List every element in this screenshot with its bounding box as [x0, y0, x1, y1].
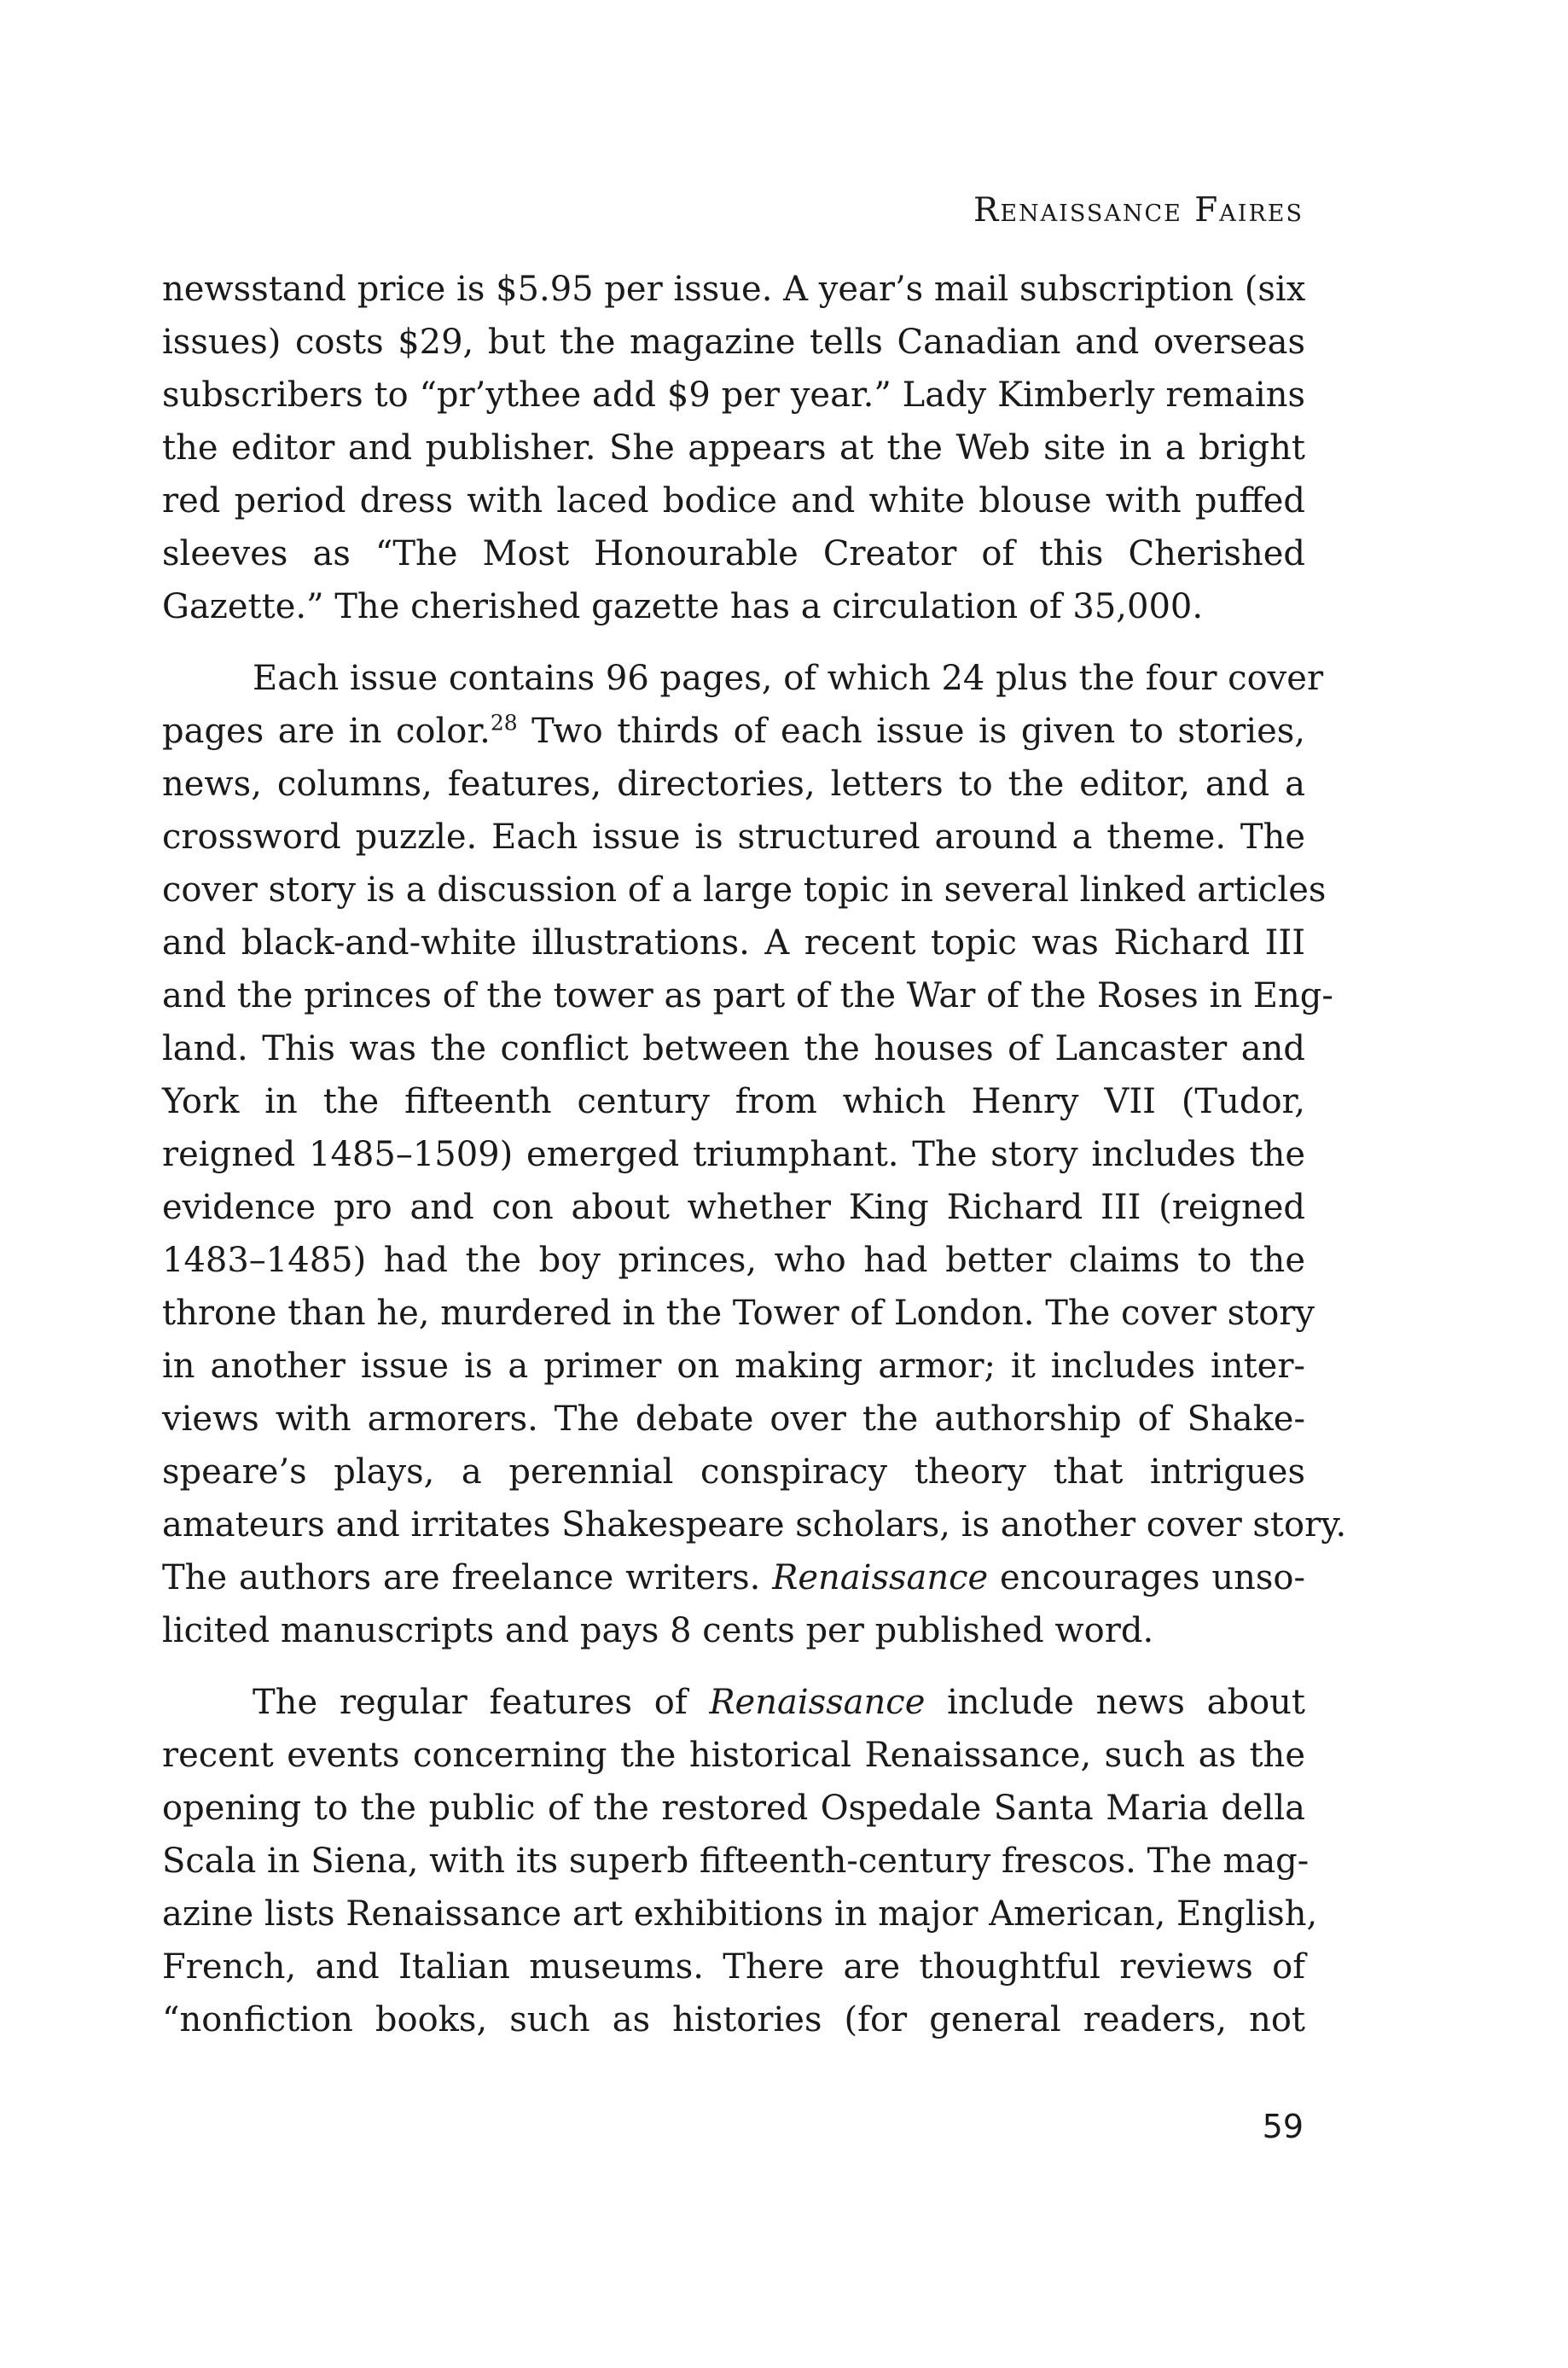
- text-run: The regular features of: [253, 1683, 710, 1722]
- text-run: The authors are freelance writers.: [162, 1558, 773, 1597]
- text-line: land. This was the conflict between the houses of Lancaster and: [162, 1029, 1305, 1068]
- text-line: 1483–1485) had the boy princes, who had better claims to the: [162, 1241, 1305, 1280]
- text-line: views with armorers. The debate over the authorship of Shake-: [162, 1399, 1305, 1439]
- text-line: Scala in Siena, with its superb fifteenth-century frescos. The mag-: [162, 1841, 1310, 1881]
- text-line: the editor and publisher. She appears at the Web site in a bright: [162, 428, 1305, 468]
- magazine-title: Renaissance: [709, 1683, 926, 1722]
- text-line: [162, 1676, 1305, 1729]
- text-line: newsstand price is $5.95 per issue. A year’s mail subscription (six: [162, 270, 1306, 309]
- paragraph-1: [162, 263, 1305, 633]
- text-line: in another issue is a primer on making armor; it includes inter-: [162, 1347, 1305, 1386]
- text-line: throne than he, murdered in the Tower of London. The cover story: [162, 1294, 1315, 1333]
- text-line: azine lists Renaissance art exhibitions in major American, English,: [162, 1894, 1318, 1934]
- text-line: [162, 705, 1305, 758]
- text-line: Each issue contains 96 pages, of which 24 plus the four cover: [253, 659, 1324, 698]
- text-line: amateurs and irritates Shakespeare scholars, is another cover story.: [162, 1505, 1347, 1545]
- text-line: cover story is a discussion of a large topic in several linked articles: [162, 870, 1327, 910]
- text-line: French, and Italian museums. There are thoughtful reviews of: [162, 1947, 1305, 1987]
- text-line: red period dress with laced bodice and white blouse with puffed: [162, 481, 1305, 521]
- text-line: issues) costs $29, but the magazine tells Canadian and overseas: [162, 323, 1305, 362]
- text-line: speare’s plays, a perennial conspiracy theory that intrigues: [162, 1452, 1305, 1492]
- text-line: subscribers to “pr’ythee add $9 per year.” Lady Kimberly remains: [162, 375, 1305, 415]
- text-line: and the princes of the tower as part of the War of the Roses in Eng-: [162, 976, 1333, 1015]
- text-line: recent events concerning the historical Renaissance, such as the: [162, 1736, 1305, 1775]
- text-run: pages are in color.: [162, 712, 491, 751]
- text-line: licited manuscripts and pays 8 cents per published word.: [162, 1611, 1154, 1650]
- text-run: include news about: [925, 1683, 1305, 1722]
- text-line: crossword puzzle. Each issue is structured around a theme. The: [162, 817, 1305, 857]
- text-line: news, columns, features, directories, letters to the editor, and a: [162, 765, 1305, 804]
- running-head: Renaissance Faires: [973, 191, 1304, 230]
- paragraph-3: [162, 1676, 1318, 2046]
- paragraph-2: [162, 652, 1347, 1657]
- text-line: reigned 1485–1509) emerged triumphant. The story includes the: [162, 1135, 1305, 1174]
- text-line: York in the fifteenth century from which Henry VII (Tudor,: [162, 1082, 1305, 1121]
- text-run: encourages unso-: [988, 1558, 1306, 1597]
- magazine-title: Renaissance: [772, 1558, 989, 1597]
- text-line: and black-and-white illustrations. A recent topic was Richard III: [162, 923, 1305, 963]
- text-line: [162, 1551, 1305, 1604]
- text-line: sleeves as “The Most Honourable Creator of this Cherished: [162, 534, 1305, 573]
- body-text: [162, 263, 1347, 2065]
- text-line: “nonfiction books, such as histories (for general readers, not: [162, 2000, 1305, 2039]
- footnote-marker: 28: [490, 710, 518, 736]
- text-run: Two thirds of each issue is given to stories,: [517, 712, 1305, 751]
- page-number: 59: [1262, 2108, 1304, 2145]
- text-line: Gazette.” The cherished gazette has a circulation of 35,000.: [162, 587, 1204, 626]
- text-line: evidence pro and con about whether King Richard III (reigned: [162, 1188, 1305, 1227]
- text-line: opening to the public of the restored Ospedale Santa Maria della: [162, 1789, 1305, 1828]
